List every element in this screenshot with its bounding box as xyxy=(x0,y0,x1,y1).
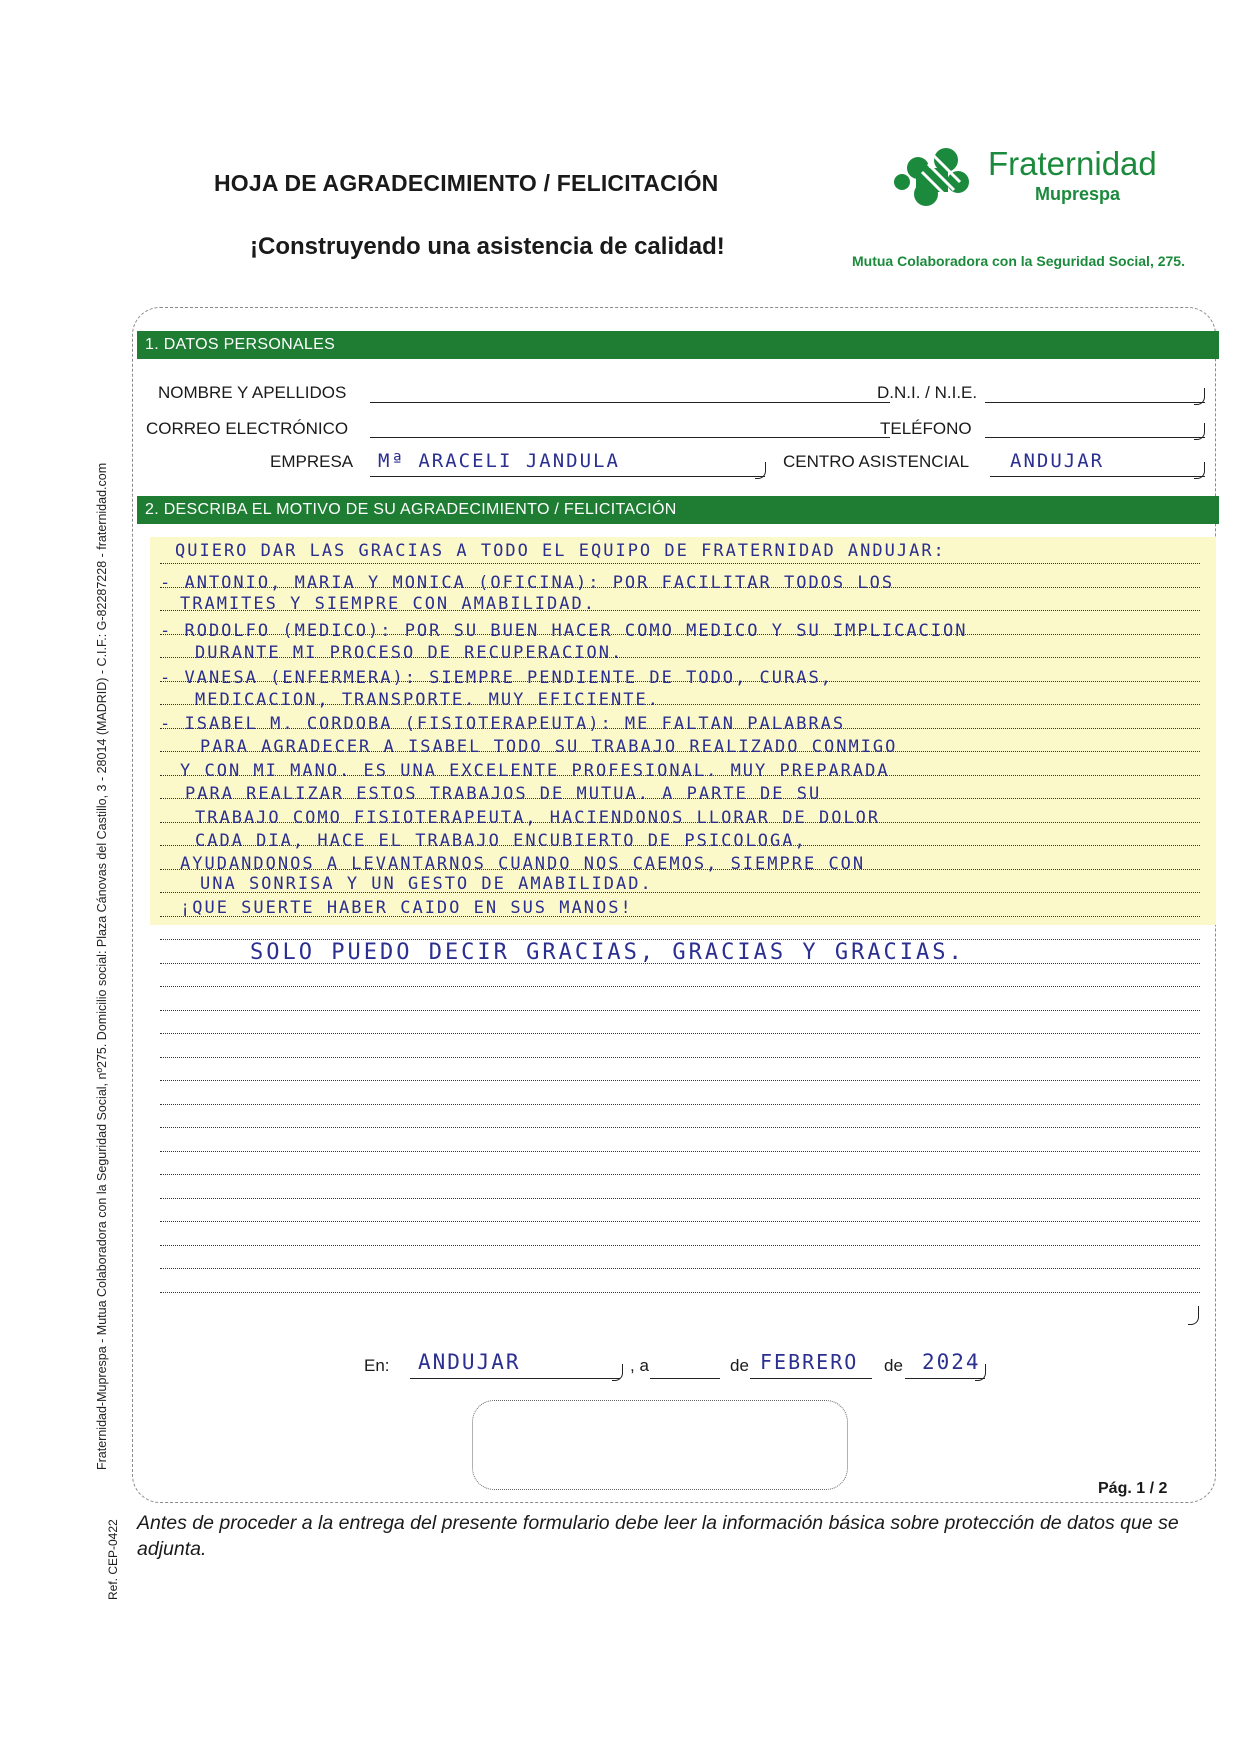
centro-label: CENTRO ASISTENCIAL xyxy=(783,452,970,471)
motivo-line: - ANTONIO, MARIA Y MONICA (OFICINA): POR FACILITAR TODOS LOS xyxy=(160,573,895,593)
ruled-line xyxy=(160,986,1200,987)
nombre-field[interactable] xyxy=(370,402,890,403)
motivo-line: TRABAJO COMO FISIOTERAPEUTA, HACIENDONOS LLORAR DE DOLOR xyxy=(195,808,881,828)
year-field[interactable] xyxy=(905,1378,985,1379)
empresa-field[interactable] xyxy=(370,476,765,477)
motivo-line: Y CON MI MANO. ES UNA EXCELENTE PROFESIONAL. MUY PREPARADA xyxy=(180,761,890,781)
dni-label: D.N.I. / N.I.E. xyxy=(877,383,978,402)
de-label-2: de xyxy=(884,1356,903,1375)
ruled-line xyxy=(160,1010,1200,1011)
nombre-label: NOMBRE Y APELLIDOS xyxy=(158,383,347,402)
ruled-line xyxy=(160,1151,1200,1152)
ruled-line xyxy=(160,1198,1200,1199)
signature-box[interactable] xyxy=(472,1400,848,1490)
ruled-line xyxy=(160,1174,1200,1175)
month-value: FEBRERO xyxy=(760,1350,859,1374)
motivo-line: MEDICACION, TRANSPORTE. MUY EFICIENTE. xyxy=(195,690,660,710)
motivo-line: PARA AGRADECER A ISABEL TODO SU TRABAJO REALIZADO CONMIGO xyxy=(200,737,898,757)
brand-name: Fraternidad xyxy=(988,145,1157,182)
motivo-line: SOLO PUEDO DECIR GRACIAS, GRACIAS Y GRACIAS. xyxy=(250,940,965,965)
fraternidad-logo-icon xyxy=(888,144,980,216)
a-label: , a xyxy=(630,1356,649,1375)
motivo-line: AYUDANDONOS A LEVANTARNOS CUANDO NOS CAEMOS, SIEMPRE CON xyxy=(180,854,866,874)
side-legal-text: Fraternidad-Muprespa - Mutua Colaboradora con la Seguridad Social, nº275. Domicilio social: Plaza Cánovas del Castillo, 3 - 28014 (MADRID) - C.I.F.: G-82287228 - fraternidad.com xyxy=(95,462,109,1470)
page-number: Pág. 1 / 2 xyxy=(1098,1480,1168,1497)
motivo-line: - ISABEL M. CORDOBA (FISIOTERAPEUTA): ME FALTAN PALABRAS xyxy=(160,714,846,734)
empresa-value: Mª ARACELI JANDULA xyxy=(378,450,620,472)
motivo-line: QUIERO DAR LAS GRACIAS A TODO EL EQUIPO DE FRATERNIDAD ANDUJAR: xyxy=(175,541,946,561)
form-reference: Ref. CEP-0422 xyxy=(106,1519,120,1600)
ruled-line xyxy=(160,1292,1200,1293)
correo-label: CORREO ELECTRÓNICO xyxy=(146,419,349,438)
ruled-line xyxy=(160,1033,1200,1034)
ruled-line xyxy=(160,1080,1200,1081)
de-label-1: de xyxy=(730,1356,749,1375)
motivo-line: DURANTE MI PROCESO DE RECUPERACION. xyxy=(195,643,624,663)
empresa-label: EMPRESA xyxy=(270,452,354,471)
motivo-line: ¡QUE SUERTE HABER CAIDO EN SUS MANOS! xyxy=(180,898,633,918)
mutua-line: Mutua Colaboradora con la Seguridad Social, 275. xyxy=(852,253,1185,269)
motivo-line: - VANESA (ENFERMERA): SIEMPRE PENDIENTE DE TODO, CURAS, xyxy=(160,668,833,688)
centro-field[interactable] xyxy=(990,476,1205,477)
en-field[interactable] xyxy=(410,1378,620,1379)
en-value: ANDUJAR xyxy=(418,1350,521,1374)
en-label: En: xyxy=(364,1356,390,1375)
brand-subname: Muprespa xyxy=(1035,184,1121,204)
motivo-line: UNA SONRISA Y UN GESTO DE AMABILIDAD. xyxy=(200,874,653,894)
form-title: HOJA DE AGRADECIMIENTO / FELICITACIÓN xyxy=(214,170,719,196)
data-protection-notice: Antes de proceder a la entrega del presente formulario debe leer la información básica sobre protección de datos que se adjunta. xyxy=(137,1512,1179,1560)
year-value: 2024 xyxy=(922,1350,981,1374)
motivo-line: PARA REALIZAR ESTOS TRABAJOS DE MUTUA. A PARTE DE SU xyxy=(185,784,822,804)
centro-value: ANDUJAR xyxy=(1010,450,1105,472)
motivo-line: - RODOLFO (MEDICO): POR SU BUEN HACER COMO MEDICO Y SU IMPLICACION xyxy=(160,621,968,641)
day-field[interactable] xyxy=(650,1378,720,1379)
section-personal-data-heading: 1. DATOS PERSONALES xyxy=(137,331,1219,359)
form-subtitle: ¡Construyendo una asistencia de calidad! xyxy=(250,233,725,260)
ruled-line xyxy=(160,1221,1200,1222)
telefono-label: TELÉFONO xyxy=(880,419,972,438)
ruled-line xyxy=(160,1127,1200,1128)
ruled-line xyxy=(160,1104,1200,1105)
motivo-line: TRAMITES Y SIEMPRE CON AMABILIDAD. xyxy=(180,594,596,614)
month-field[interactable] xyxy=(750,1378,872,1379)
ruled-line xyxy=(160,1268,1200,1269)
ruled-line xyxy=(160,1057,1200,1058)
ruled-line xyxy=(160,1245,1200,1246)
dni-field[interactable] xyxy=(985,402,1205,403)
ruled-line xyxy=(160,563,1200,564)
correo-field[interactable] xyxy=(370,437,890,438)
section-motivo-heading: 2. DESCRIBA EL MOTIVO DE SU AGRADECIMIENTO / FELICITACIÓN xyxy=(137,496,1219,524)
motivo-line: CADA DIA, HACE EL TRABAJO ENCUBIERTO DE PSICOLOGA, xyxy=(195,831,807,851)
telefono-field[interactable] xyxy=(985,437,1205,438)
